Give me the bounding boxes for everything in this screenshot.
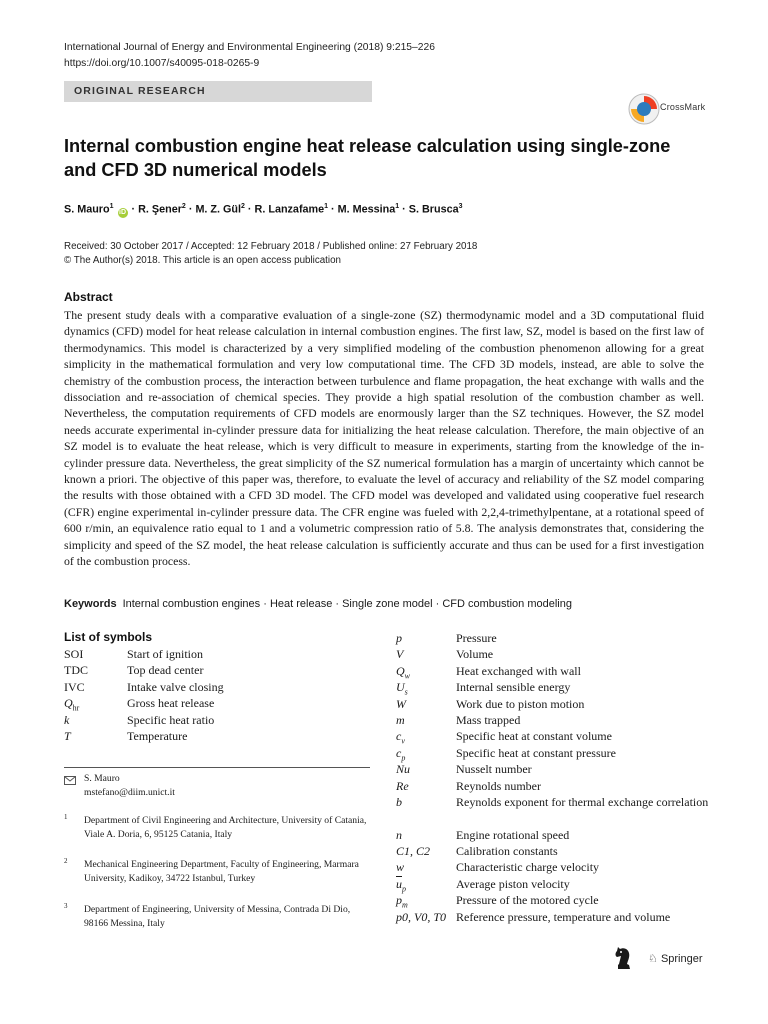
symbol-description: Intake valve closing xyxy=(127,679,224,694)
symbol: m xyxy=(396,712,405,727)
author-name[interactable]: S. Mauro xyxy=(64,203,110,216)
author-name[interactable]: M. Z. Gül xyxy=(195,203,242,216)
symbol-description: Volume xyxy=(456,647,494,662)
symbol: $c_p$ xyxy=(396,745,406,763)
license-note: © The Author(s) 2018. This article is an open access publication xyxy=(64,255,341,266)
symbol: k xyxy=(64,712,70,727)
abstract-heading: Abstract xyxy=(64,290,113,304)
symbol-description: Temperature xyxy=(127,728,188,743)
symbol-description: Reynolds exponent for thermal exchange correlation xyxy=(456,794,709,809)
symbol: $\overline{u}_p$ xyxy=(396,876,406,894)
symbol: $Q_w$ xyxy=(396,663,411,681)
symbol: b xyxy=(396,794,402,809)
author-affiliation-ref: 3 xyxy=(458,203,463,210)
symbol-description: Pressure of the motored cycle xyxy=(456,893,599,908)
author-list: S. Mauro$^1$ iD · R. Şener$^2$ · M. Z. Gül$^2$ · R. Lanzafame$^1$ · M. Messina$^1$ · S. Brusca$^3$ xyxy=(64,203,463,216)
springer-horse-icon: ♘ xyxy=(648,953,658,965)
article-title: Internal combustion engine heat release calculation using single-zone and CFD 3D numerical models xyxy=(64,136,671,180)
envelope-icon xyxy=(64,776,76,785)
affiliation-text: Department of Engineering, University of Messina, Contrada Di Dio, 98166 Messina, Italy xyxy=(84,904,351,929)
symbol: $p_m$ xyxy=(396,893,408,910)
symbol-description: Work due to piston motion xyxy=(456,696,585,711)
symbol-description: Engine rotational speed xyxy=(456,827,570,842)
symbol-description: Pressure xyxy=(456,631,497,645)
author-affiliation-ref: 2 xyxy=(241,203,245,210)
publisher-name: ♘ Springer xyxy=(648,953,703,965)
author-name[interactable]: S. Brusca xyxy=(408,203,459,216)
history-dates: Received: 30 October 2017 / Accepted: 12 February 2018 / Published online: 27 February 2018 xyxy=(64,241,478,252)
symbol-description: Start of ignition xyxy=(127,647,203,661)
author-affiliation-ref: 1 xyxy=(395,203,400,210)
symbol-description: Specific heat at constant pressure xyxy=(456,745,616,760)
journal-name: International Journal of Energy and Environmental Engineering (2018) 9:215–226 xyxy=(64,42,435,53)
symbols-heading: List of symbols xyxy=(64,630,153,644)
symbol: $c_v$ xyxy=(396,729,405,746)
corresponding-author xyxy=(84,772,175,800)
symbol: n xyxy=(396,827,402,842)
symbol-description: Mass trapped xyxy=(456,712,521,727)
symbol-description: Characteristic charge velocity xyxy=(456,860,600,875)
affiliation-text: Department of Civil Engineering and Architecture, University of Catania, Viale A. Doria, 6, 95125 Catania, Italy xyxy=(84,815,367,840)
affiliation-number: 1 xyxy=(64,813,68,821)
doi-link[interactable]: https://doi.org/10.1007/s40095-018-0265-9 xyxy=(64,58,260,69)
symbol: Re xyxy=(396,778,409,793)
orcid-icon[interactable]: iD xyxy=(119,208,126,216)
symbol-description: Heat exchanged with wall xyxy=(456,663,581,678)
author-affiliation-ref: 1 xyxy=(324,203,329,210)
publication-dates xyxy=(64,240,477,268)
corresponding-email-link[interactable]: mstefano@diim.unict.it xyxy=(84,787,175,798)
section-banner: ORIGINAL RESEARCH xyxy=(64,81,372,102)
symbol: Nu xyxy=(396,762,411,777)
abstract-text: The present study deals with a comparative evaluation of a single-zone (SZ) thermodynamic model and a 3D computational fluid dynamics (CFD) model for heat release calculation in internal combustion engines. The first law, SZ, model is based on the first law of thermodynamics. This model is characterized by a very simplified modeling of the combustion phenomenon allowing for a great simplicity in the mathematical formulation and very low computational time. The CFD 3D models, instead, are able to solve the chemistry of the combustion process, the interaction between turbulence and flame propagation, the heat exchange with walls and the dissociation and re-association of chemical species. They provide a high spatial resolution of the combustion chamber as well. Nevertheless, the computation requirements of CFD models are enormously larger than the SZ techniques. However, the SZ model needs accurate experimental in-cylinder pressure data for initializing the heat release calculation. Therefore, the main objective of an SZ model is to evaluate the heat release, which is very difficult to measure in experiments, starting from the knowledge of the in-cylinder pressure data. Nevertheless, the great simplicity of the SZ numerical formulation has a margin of uncertainty which cannot be known a priori. The objective of this paper was, therefore, to evaluate the level of accuracy and reliability of the SZ model comparing the results with those obtained with a CFD 3D model. The CFD model was developed and validated using cooperative fuel research (CFR) engine experimental in-cylinder pressure data. The CFR engine was fueled with 2,2,4-trimethylpentane, at a rotational speed of 600 r/min, an equivalence ratio equal to 1 and a volumetric compression ratio of 5.8. The analysis demonstrates that, considering the simplicity and speed of the SZ model, the heat release calculation is sufficiently accurate and thus can be used for a first investigation of the combustion process. xyxy=(64,308,704,569)
journal-citation xyxy=(64,40,435,72)
symbol-description: Reference pressure, temperature and volume xyxy=(456,909,671,924)
symbol: SOI xyxy=(64,647,84,661)
symbol: IVC xyxy=(64,679,85,694)
keywords-text: Internal combustion engines · Heat release · Single zone model · CFD combustion modeling xyxy=(122,598,572,610)
author-affiliation-ref: 1 xyxy=(109,203,114,210)
symbol-description: Specific heat ratio xyxy=(127,712,215,727)
author-name[interactable]: M. Messina xyxy=(337,203,396,216)
affiliation-text: Mechanical Engineering Department, Faculty of Engineering, Marmara University, Kadikoy, 34722 Istanbul, Turkey xyxy=(84,859,359,884)
symbol: $Q_{hr}$ xyxy=(64,696,80,713)
symbol: W xyxy=(396,696,406,711)
keywords xyxy=(64,598,572,610)
symbol: TDC xyxy=(64,663,88,678)
affiliation-number: 2 xyxy=(64,857,68,865)
symbol-description: Internal sensible energy xyxy=(456,680,571,695)
symbol-description: Gross heat release xyxy=(127,696,215,711)
affiliation-number: 3 xyxy=(64,902,68,910)
corresponding-author-name: S. Mauro xyxy=(84,773,120,784)
symbol-description: Specific heat at constant volume xyxy=(456,729,612,744)
symbol-description: Average piston velocity xyxy=(456,876,570,891)
symbol: w xyxy=(396,860,405,875)
author-affiliation-ref: 2 xyxy=(181,203,186,210)
symbol: T xyxy=(64,728,71,743)
keywords-label: Keywords xyxy=(64,598,117,610)
symbol: V xyxy=(396,647,404,662)
symbol-description: Top dead center xyxy=(127,663,204,678)
footnote-divider xyxy=(64,767,370,768)
symbol-description: Reynolds number xyxy=(456,778,541,793)
symbol-description: Calibration constants xyxy=(456,844,558,859)
symbol: p0, V0, T0 xyxy=(396,909,447,924)
crossmark-label: CrossMark xyxy=(660,102,706,112)
symbol: $U_s$ xyxy=(396,680,408,697)
author-name[interactable]: R. Lanzafame xyxy=(254,203,325,216)
symbol: p xyxy=(396,631,402,645)
author-name[interactable]: R. Şener xyxy=(138,203,182,216)
symbol: C1, C2 xyxy=(396,844,431,859)
symbol-description: Nusselt number xyxy=(456,762,532,777)
springer-chess-knight-icon xyxy=(612,945,636,971)
